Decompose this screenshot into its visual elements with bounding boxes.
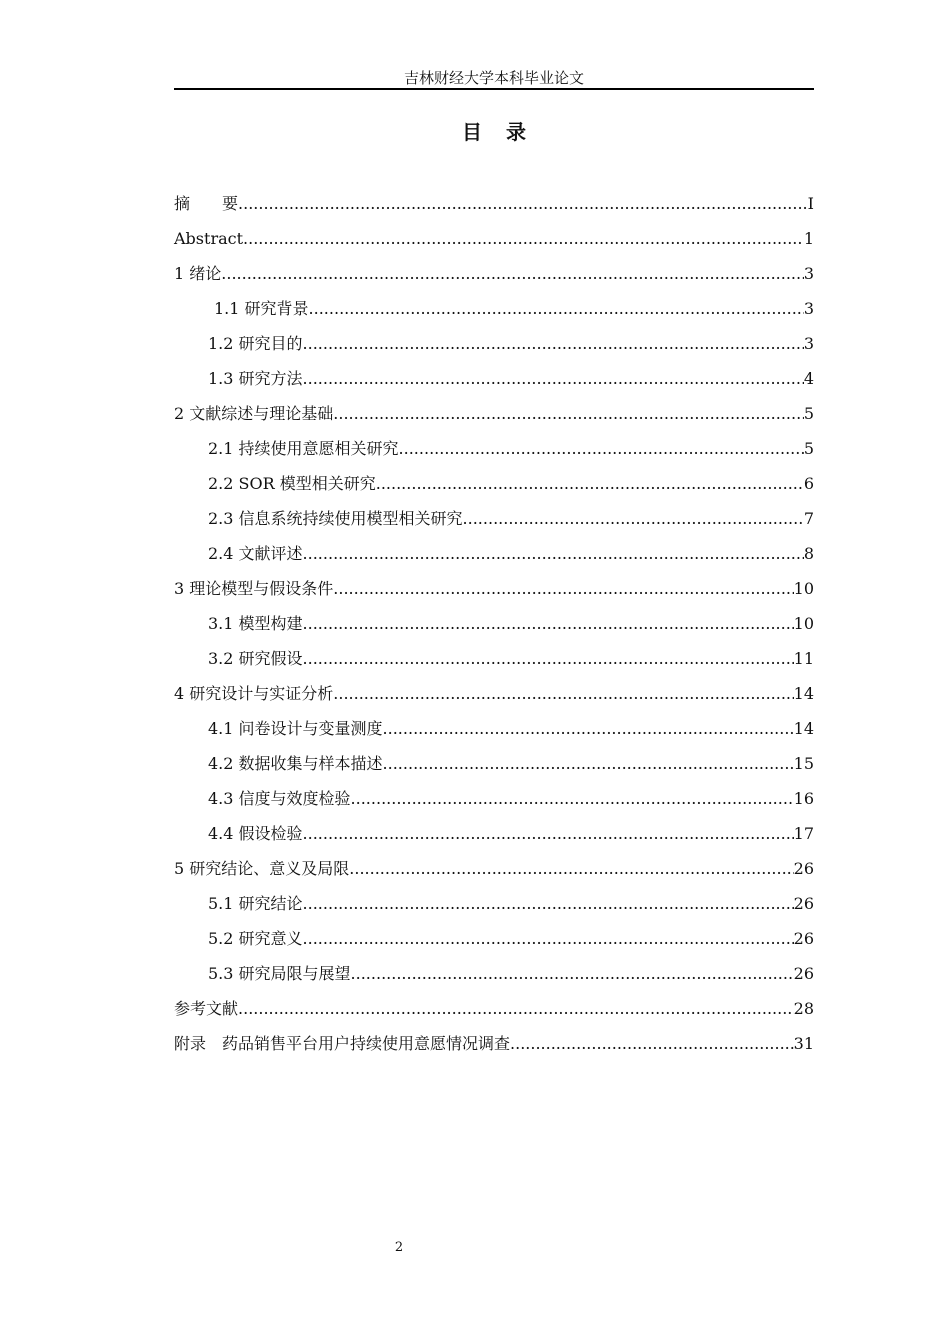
toc-entry-section-4-1[interactable] — [174, 717, 814, 752]
toc-leader — [238, 997, 794, 1021]
toc-entry-section-1-3[interactable] — [174, 367, 814, 402]
toc-entry-label: 1.3 研究方法 — [208, 369, 303, 388]
toc-entry-label: 2.3 信息系统持续使用模型相关研究 — [208, 509, 463, 528]
toc-entry-abstract-cn[interactable] — [174, 192, 814, 227]
toc-leader — [333, 402, 804, 426]
toc-entry-page: 10 — [793, 614, 814, 633]
toc-entry-page: 15 — [793, 754, 814, 773]
toc-entry-section-5-2[interactable] — [174, 927, 814, 962]
toc-entry-label: Abstract — [174, 229, 244, 248]
toc-entry-label: 摘 要 — [174, 194, 239, 213]
toc-entry-label: 2 文献综述与理论基础 — [174, 404, 334, 423]
toc-entry-page: 7 — [803, 509, 814, 528]
toc-entry-label: 2.2 SOR 模型相关研究 — [208, 474, 376, 493]
toc-entry-label: 5 研究结论、意义及局限 — [174, 859, 350, 878]
toc-entry-page: I — [807, 194, 814, 213]
toc-entry-abstract-en[interactable] — [174, 227, 814, 262]
toc-leader — [399, 437, 804, 461]
toc-entry-page: 26 — [793, 894, 814, 913]
toc-entry-appendix[interactable] — [174, 1032, 814, 1067]
toc-leader — [303, 367, 804, 391]
toc-entry-section-5-3[interactable] — [174, 962, 814, 997]
toc-leader — [243, 227, 804, 251]
toc-entry-page: 3 — [803, 264, 814, 283]
toc-entry-page: 16 — [793, 789, 814, 808]
toc-entry-page: 1 — [803, 229, 814, 248]
toc-entry-chapter-4[interactable] — [174, 682, 814, 717]
toc-entry-references[interactable] — [174, 997, 814, 1032]
toc-entry-label: 1.1 研究背景 — [214, 299, 309, 318]
toc-entry-label: 2.4 文献评述 — [208, 544, 303, 563]
toc-leader — [221, 262, 804, 286]
toc-leader — [463, 507, 804, 531]
toc-entry-label: 4.1 问卷设计与变量测度 — [208, 719, 383, 738]
toc-entry-page: 6 — [803, 474, 814, 493]
toc-leader — [238, 192, 808, 216]
toc-entry-page: 14 — [793, 719, 814, 738]
toc-leader — [303, 647, 794, 671]
toc-title: 目 录 — [462, 120, 528, 144]
toc-entry-section-1-2[interactable] — [174, 332, 814, 367]
toc-entry-section-4-2[interactable] — [174, 752, 814, 787]
toc-entry-page: 11 — [793, 649, 814, 668]
toc-entry-page: 4 — [803, 369, 814, 388]
toc-entry-section-4-3[interactable] — [174, 787, 814, 822]
toc-entry-section-4-4[interactable] — [174, 822, 814, 857]
toc-leader — [303, 542, 804, 566]
toc-leader — [303, 892, 794, 916]
running-header: 吉林财经大学本科毕业论文 — [403, 69, 584, 87]
toc-entry-label: 3.1 模型构建 — [208, 614, 303, 633]
toc-entry-label: 4.4 假设检验 — [208, 824, 303, 843]
toc-entry-page: 26 — [793, 964, 814, 983]
toc-entry-label: 3 理论模型与假设条件 — [174, 579, 334, 598]
toc-entry-page: 5 — [803, 404, 814, 423]
toc-entry-label: 2.1 持续使用意愿相关研究 — [208, 439, 399, 458]
toc-entry-page: 31 — [793, 1034, 814, 1053]
toc-entry-page: 3 — [803, 334, 814, 353]
toc-entry-page: 17 — [793, 824, 814, 843]
toc-leader — [303, 927, 794, 951]
toc-leader — [333, 682, 793, 706]
toc-entry-page: 3 — [803, 299, 814, 318]
toc-entry-label: 附录 药品销售平台用户持续使用意愿情况调查 — [174, 1034, 511, 1053]
toc-leader — [351, 962, 794, 986]
toc-entry-section-3-2[interactable] — [174, 647, 814, 682]
toc-leader — [510, 1032, 794, 1056]
toc-leader — [303, 612, 794, 636]
toc-entry-label: 5.1 研究结论 — [208, 894, 303, 913]
toc-leader — [349, 857, 793, 881]
toc-leader — [351, 787, 794, 811]
toc-entry-label: 3.2 研究假设 — [208, 649, 303, 668]
toc-entry-label: 5.2 研究意义 — [208, 929, 303, 948]
page-number: 2 — [394, 1240, 404, 1255]
toc-entry-section-2-4[interactable] — [174, 542, 814, 577]
toc-entry-section-5-1[interactable] — [174, 892, 814, 927]
header-rule — [174, 88, 814, 90]
toc-entry-label: 5.3 研究局限与展望 — [208, 964, 351, 983]
toc-entry-label: 4.3 信度与效度检验 — [208, 789, 351, 808]
toc-leader — [333, 577, 793, 601]
toc-entry-page: 8 — [803, 544, 814, 563]
toc-entry-label: 4.2 数据收集与样本描述 — [208, 754, 383, 773]
toc-entry-page: 5 — [803, 439, 814, 458]
toc-entry-chapter-2[interactable] — [174, 402, 814, 437]
toc-entry-section-1-1[interactable] — [174, 297, 814, 332]
toc-leader — [383, 717, 794, 741]
toc-leader — [383, 752, 794, 776]
toc-entry-page: 14 — [793, 684, 814, 703]
toc-entry-label: 参考文献 — [174, 999, 239, 1018]
toc-leader — [309, 297, 804, 321]
toc-entry-chapter-1[interactable] — [174, 262, 814, 297]
toc-entry-section-2-1[interactable] — [174, 437, 814, 472]
toc-entry-page: 26 — [793, 929, 814, 948]
toc-entry-label: 1.2 研究目的 — [208, 334, 303, 353]
toc-entry-section-2-2[interactable] — [174, 472, 814, 507]
toc-entry-page: 26 — [793, 859, 814, 878]
toc-leader — [303, 332, 804, 356]
toc-entry-section-3-1[interactable] — [174, 612, 814, 647]
toc-entry-page: 10 — [793, 579, 814, 598]
toc-entry-chapter-5[interactable] — [174, 857, 814, 892]
toc-leader — [376, 472, 804, 496]
toc-entry-chapter-3[interactable] — [174, 577, 814, 612]
toc-entry-label: 4 研究设计与实证分析 — [174, 684, 334, 703]
table-of-contents — [174, 192, 814, 1067]
toc-entry-section-2-3[interactable] — [174, 507, 814, 542]
toc-entry-label: 1 绪论 — [174, 264, 222, 283]
toc-entry-page: 28 — [793, 999, 814, 1018]
toc-leader — [303, 822, 794, 846]
